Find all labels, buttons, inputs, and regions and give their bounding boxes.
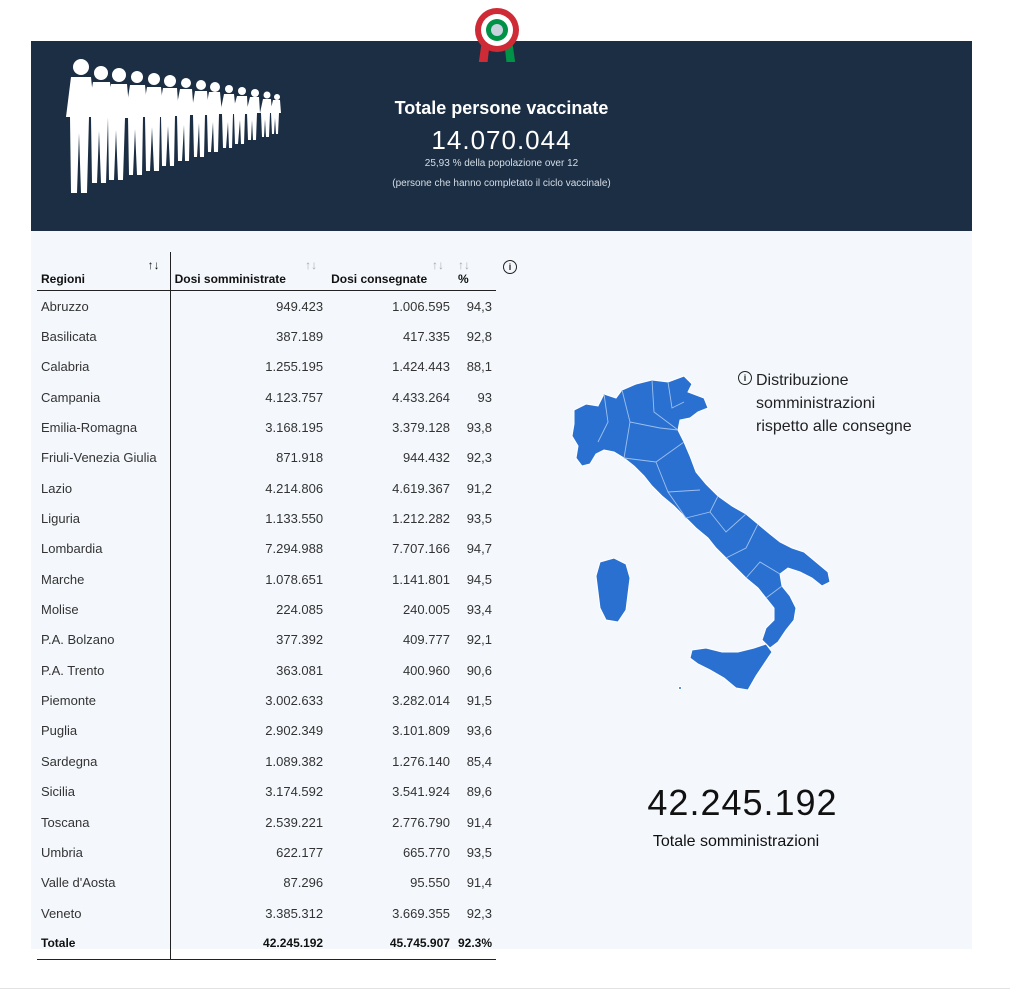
region-name-cell: Calabria	[37, 352, 170, 382]
percent-cell: 93	[477, 389, 492, 405]
table-row	[37, 503, 496, 533]
table-row	[37, 777, 496, 807]
table-row	[37, 685, 496, 715]
percent-cell: 92,8	[466, 329, 492, 345]
table-row	[37, 807, 496, 837]
banner-population-percent: 25,93 % della popolazione over 12	[424, 158, 579, 169]
percent-cell: 94,7	[466, 541, 492, 557]
percent-cell: 88,1	[466, 359, 492, 375]
region-name-cell: Umbria	[37, 837, 170, 867]
percent-cell: 90,6	[466, 662, 492, 678]
region-name-cell: Sardegna	[37, 746, 170, 776]
table-row	[37, 412, 496, 442]
regions-table	[37, 252, 496, 960]
table-header-row	[37, 252, 496, 291]
delivered-cell: 3.541.924	[392, 784, 450, 800]
percent-cell: 93,4	[466, 602, 492, 618]
delivered-cell: 400.960	[402, 662, 450, 678]
delivered-cell: 7.707.166	[392, 541, 450, 557]
administered-cell: 377.392	[276, 632, 324, 648]
percent-cell: 85,4	[466, 753, 492, 769]
map-info-icon[interactable]: i	[738, 371, 752, 385]
banner-note: (persone che hanno completato il ciclo vaccinale)	[392, 178, 611, 189]
delivered-cell: 95.550	[410, 875, 450, 891]
table-row	[37, 291, 496, 322]
administered-cell: 871.918	[276, 450, 324, 466]
total-administrations-label: Totale somministrazioni	[652, 833, 820, 850]
region-name-cell: Marche	[37, 564, 170, 594]
table-row	[37, 716, 496, 746]
region-name-cell: Lazio	[37, 473, 170, 503]
delivered-cell: 1.424.443	[392, 359, 450, 375]
delivered-cell: 1.006.595	[392, 298, 450, 314]
administered-cell: 3.385.312	[265, 905, 324, 921]
region-name-cell: Molise	[37, 594, 170, 624]
administered-cell: 387.189	[276, 329, 324, 345]
delivered-cell: 944.432	[402, 450, 450, 466]
delivered-cell: 3.101.809	[392, 723, 450, 739]
banner-title: Totale persone vaccinate	[394, 98, 609, 118]
delivered-cell: 3.379.128	[392, 420, 450, 436]
table-row	[37, 655, 496, 685]
sort-icon[interactable]: ↑↓	[305, 258, 318, 272]
percent-cell: 92,3	[466, 905, 492, 921]
percent-cell: 93,6	[466, 723, 492, 739]
table-row	[37, 625, 496, 655]
administered-cell: 1.133.550	[265, 511, 324, 527]
region-name-cell: Toscana	[37, 807, 170, 837]
administered-cell: 2.902.349	[265, 723, 324, 739]
delivered-cell: 409.777	[402, 632, 450, 648]
table-row	[37, 746, 496, 776]
region-name-cell: Totale	[37, 928, 170, 959]
table-total-row	[37, 928, 496, 959]
column-header-percent[interactable]: ↑↓ %	[454, 252, 496, 291]
administered-cell: 3.168.195	[265, 420, 324, 436]
sort-icon[interactable]: ↑↓	[431, 258, 444, 272]
italian-cockade-icon	[466, 6, 528, 62]
region-name-cell: Liguria	[37, 503, 170, 533]
delivered-cell: 2.776.790	[392, 814, 450, 830]
percent-cell: 94,3	[466, 298, 492, 314]
percent-cell: 91,5	[466, 693, 492, 709]
table-row	[37, 534, 496, 564]
table-row	[37, 868, 496, 898]
total-administrations-value: 42.245.192	[647, 782, 838, 823]
region-name-cell: Friuli-Venezia Giulia	[37, 443, 170, 473]
administered-cell: 4.123.757	[265, 389, 324, 405]
percent-cell: 93,5	[466, 511, 492, 527]
administered-cell: 3.002.633	[265, 693, 324, 709]
percent-cell: 91,4	[466, 814, 492, 830]
sort-icon[interactable]: ↑↓	[147, 258, 160, 272]
table-row	[37, 564, 496, 594]
sort-icon[interactable]: ↑↓	[457, 258, 470, 272]
info-icon[interactable]: i	[503, 260, 517, 274]
region-name-cell: Basilicata	[37, 321, 170, 351]
delivered-cell: 1.212.282	[392, 511, 450, 527]
delivered-cell: 417.335	[402, 329, 450, 345]
delivered-cell: 1.276.140	[392, 753, 450, 769]
summary-banner	[31, 41, 972, 231]
table-row	[37, 321, 496, 351]
delivered-cell: 665.770	[402, 844, 450, 860]
percent-cell: 92,3	[466, 450, 492, 466]
percent-cell: 92,1	[466, 632, 492, 648]
region-name-cell: Valle d'Aosta	[37, 868, 170, 898]
delivered-cell: 3.282.014	[392, 693, 450, 709]
percent-cell: 91,2	[466, 480, 492, 496]
banner-total-vaccinated: 14.070.044	[431, 125, 572, 155]
administered-cell: 42.245.192	[170, 928, 327, 959]
delivered-cell: 45.745.907	[327, 928, 454, 959]
administered-cell: 4.214.806	[265, 480, 324, 496]
percent-cell: 93,8	[466, 420, 492, 436]
percent-cell: 92.3%	[454, 928, 496, 959]
table-row	[37, 837, 496, 867]
map-caption: Distribuzione somministrazioni rispetto alle consegne	[756, 372, 912, 435]
column-header-delivered[interactable]: ↑↓ Dosi consegnate	[327, 252, 454, 291]
administered-cell: 363.081	[276, 662, 324, 678]
administered-cell: 224.085	[276, 602, 324, 618]
percent-cell: 94,5	[466, 571, 492, 587]
region-name-cell: Piemonte	[37, 685, 170, 715]
region-name-cell: Puglia	[37, 716, 170, 746]
bottom-divider	[0, 988, 1010, 989]
table-row	[37, 382, 496, 412]
percent-cell: 93,5	[466, 844, 492, 860]
region-name-cell: Veneto	[37, 898, 170, 928]
percent-cell: 91,4	[466, 875, 492, 891]
administered-cell: 87.296	[283, 875, 324, 891]
region-name-cell: P.A. Trento	[37, 655, 170, 685]
table-row	[37, 594, 496, 624]
delivered-cell: 240.005	[402, 602, 450, 618]
delivered-cell: 4.433.264	[392, 389, 450, 405]
administered-cell: 2.539.221	[265, 814, 324, 830]
region-name-cell: Sicilia	[37, 777, 170, 807]
administered-cell: 1.078.651	[265, 571, 324, 587]
administered-cell: 622.177	[276, 844, 324, 860]
column-header-region[interactable]: ↑↓ Regioni	[37, 252, 170, 291]
delivered-cell: 4.619.367	[392, 480, 450, 496]
region-name-cell: Lombardia	[37, 534, 170, 564]
region-name-cell: Campania	[37, 382, 170, 412]
administered-cell: 949.423	[276, 298, 324, 314]
administered-cell: 1.255.195	[265, 359, 324, 375]
delivered-cell: 3.669.355	[392, 905, 450, 921]
column-header-administered[interactable]: ↑↓ Dosi somministrate	[170, 252, 327, 291]
region-name-cell: P.A. Bolzano	[37, 625, 170, 655]
administered-cell: 1.089.382	[265, 753, 324, 769]
region-name-cell: Emilia-Romagna	[37, 412, 170, 442]
table-row	[37, 473, 496, 503]
delivered-cell: 1.141.801	[392, 571, 450, 587]
administered-cell: 7.294.988	[265, 541, 324, 557]
administered-cell: 3.174.592	[265, 784, 324, 800]
percent-cell: 89,6	[466, 784, 492, 800]
table-row	[37, 443, 496, 473]
table-row	[37, 898, 496, 928]
table-row	[37, 352, 496, 382]
region-name-cell: Abruzzo	[37, 291, 170, 322]
